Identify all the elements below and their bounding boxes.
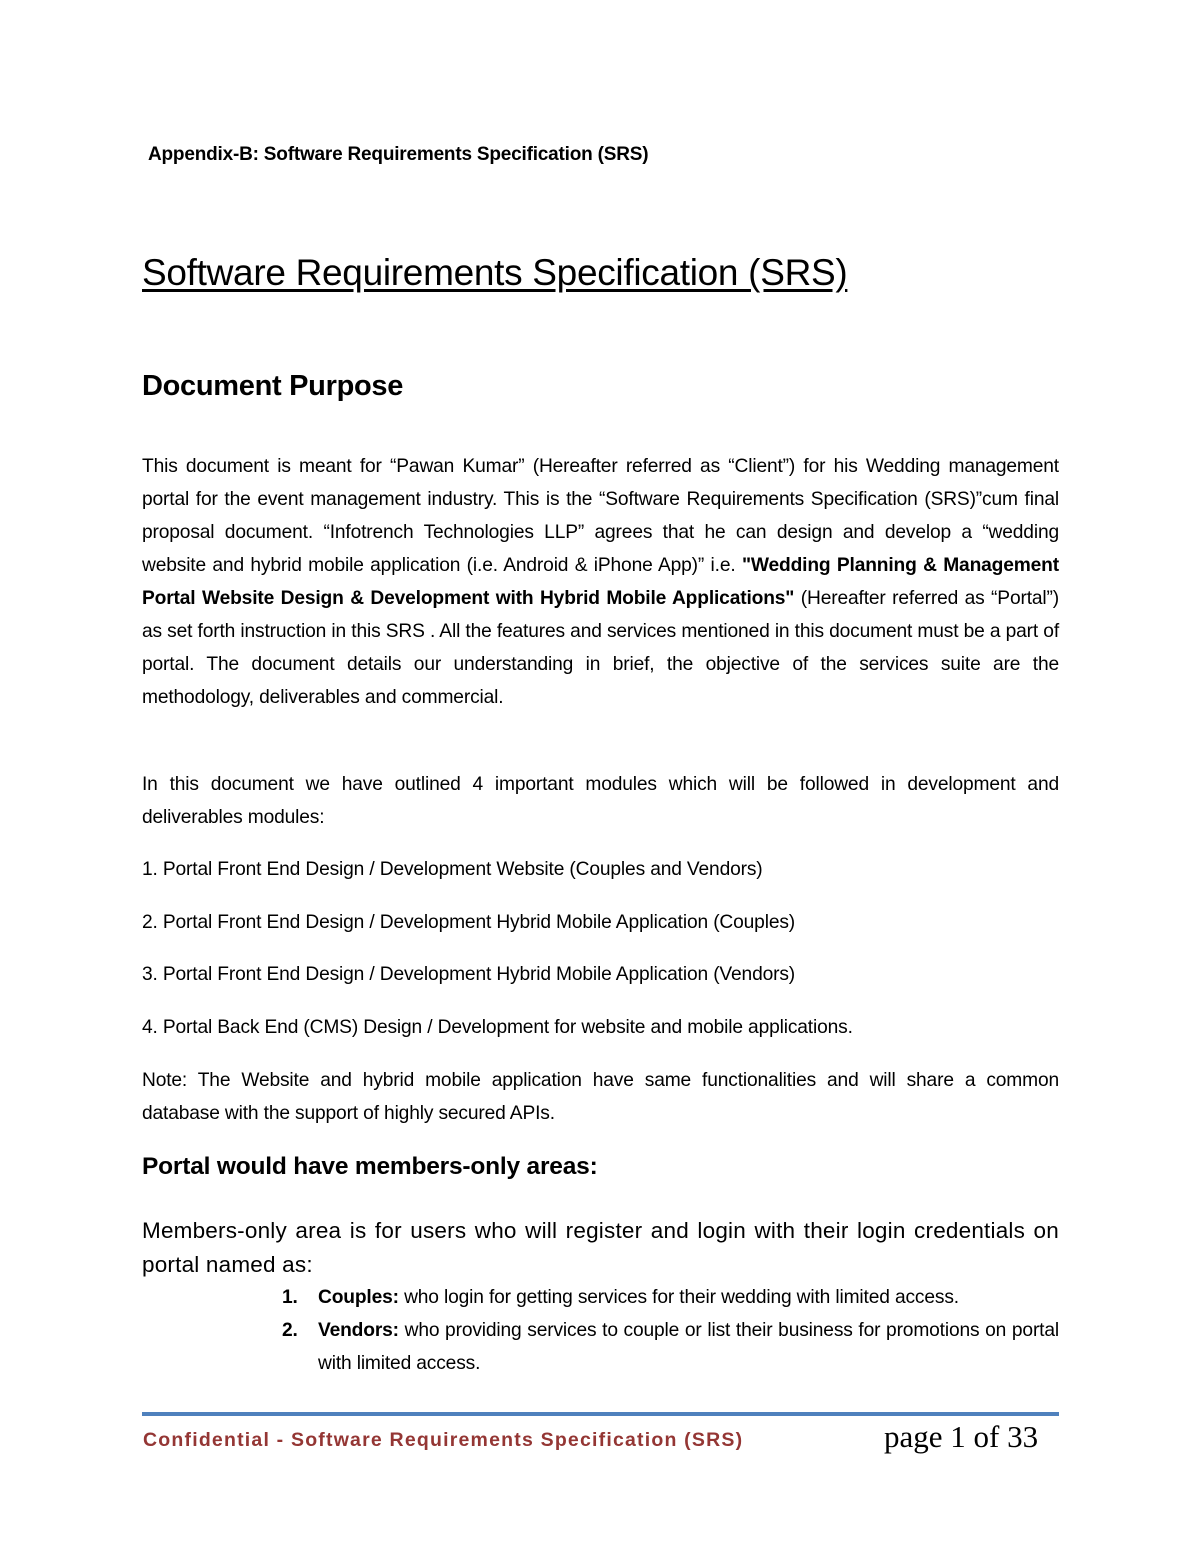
module-item: 3. Portal Front End Design / Development Hybrid Mobile Application (Vendors) (142, 964, 796, 985)
purpose-text-2: (Hereafter referred as “Portal”) as set forth instruction in this SRS . All the features and services mentioned in this document must be a part of portal. The document details our understanding in brief, the objective of the services suite are the methodology, deliverables and commercial. (142, 588, 1059, 708)
purpose-paragraph (142, 450, 1059, 714)
members-area-heading: Portal would have members-only areas: (142, 1153, 598, 1180)
footer-divider (142, 1412, 1059, 1416)
document-title: Software Requirements Specification (SRS) (142, 252, 848, 293)
module-item: 2. Portal Front End Design / Development Hybrid Mobile Application (Couples) (142, 912, 796, 933)
role-description (318, 1281, 1059, 1314)
note-paragraph: Note: The Website and hybrid mobile application have same functionalities and will share a common database with the support of highly secured APIs. (142, 1070, 1059, 1124)
purpose-text-1: This document is meant for “Pawan Kumar” (Hereafter referred as “Client”) for his Wedding management portal for the event management industry. This is the “Software Requirements Specification (SRS)”cum final proposal document. “Infotrench Technologies LLP” agrees that he can design and develop a “wedding website and hybrid mobile application (i.e. Android & iPhone App)” i.e. (142, 456, 1059, 576)
role-text: who providing services to couple or list their business for promotions on portal with limited access. (318, 1320, 1059, 1374)
module-item: 4. Portal Back End (CMS) Design / Development for website and mobile applications. (142, 1017, 853, 1038)
modules-intro-paragraph: In this document we have outlined 4 important modules which will be followed in development and deliverables modules: (142, 774, 1059, 828)
role-label: Couples: (318, 1287, 399, 1308)
role-number: 1. (282, 1287, 298, 1308)
appendix-heading: Appendix-B: Software Requirements Specification (SRS) (148, 144, 649, 165)
document-purpose-heading: Document Purpose (142, 370, 404, 402)
role-item-couples (282, 1281, 1059, 1314)
role-number: 2. (282, 1320, 298, 1341)
role-text: who login for getting services for their wedding with limited access. (398, 1287, 959, 1308)
page-number: page 1 of 33 (884, 1419, 1039, 1454)
module-item: 1. Portal Front End Design / Development Website (Couples and Vendors) (142, 859, 763, 880)
role-label: Vendors: (318, 1320, 399, 1341)
role-description (318, 1314, 1059, 1380)
role-item-vendors (282, 1314, 1059, 1380)
portal-name-bold: "Wedding Planning & Management Portal Website Design & Development with Hybrid Mobile Applications" (142, 555, 1059, 609)
footer-confidential-label: Confidential - Software Requirements Specification (SRS) (143, 1429, 744, 1451)
members-intro-paragraph: Members-only area is for users who will register and login with their login credentials on portal named as: (142, 1218, 1059, 1277)
